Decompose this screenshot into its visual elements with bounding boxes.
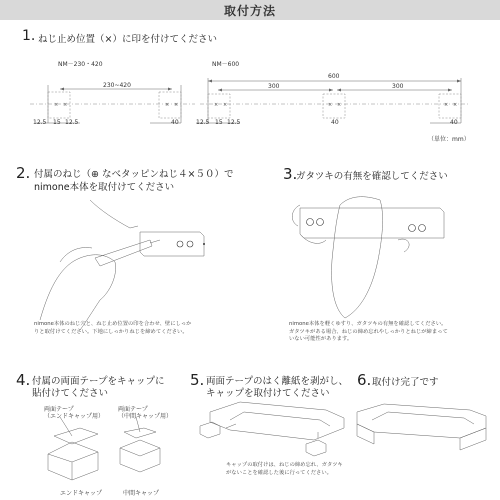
step3-number: 3. xyxy=(283,165,298,183)
model-b-gap: 15 xyxy=(215,119,223,126)
tape-end-label1: 両面テープ xyxy=(44,406,74,413)
step6-text: 取付け完了です xyxy=(372,377,439,388)
model-b-span2: 300 xyxy=(392,83,404,90)
step3-note: nimone本体を軽くゆすり、ガタツキの有無を確認してください。ガタツキがある場合、ねじの締め忘れやしっかりとねじが締まっていない可能性があります。 xyxy=(289,321,448,342)
model-b-edge: 12.5 xyxy=(196,119,210,126)
tape-end-label2: （エンドキャップ用） xyxy=(44,413,105,420)
step5-line2: キャップを取付けてください xyxy=(206,388,330,399)
model-b-right: 40 xyxy=(450,119,458,126)
svg-text:×: × xyxy=(328,102,333,108)
step3-text: ガタツキの有無を確認してください xyxy=(296,171,448,182)
model-b-name: NM－600 xyxy=(212,61,240,68)
step2-line2: nimone本体を取付けてください xyxy=(34,182,175,193)
page-title: 取付方法 xyxy=(223,4,276,18)
step2-number: 2. xyxy=(16,164,31,182)
step5-line1: 両面テープのはく離紙を剥がし、 xyxy=(206,376,349,387)
svg-text:×: × xyxy=(214,102,219,108)
step5-number: 5. xyxy=(190,371,205,389)
svg-text:×: × xyxy=(337,102,342,108)
model-a-gap: 15 xyxy=(53,119,61,126)
mid-cap-label: 中間キャップ xyxy=(123,490,160,497)
model-a-edge: 12.5 xyxy=(33,119,47,126)
step1-text: ねじ止め位置（×）に印を付けてください xyxy=(38,34,217,45)
model-b-gap2: 12.5 xyxy=(227,119,241,126)
step4-number: 4. xyxy=(16,371,31,389)
model-a-name: NM－230・420 xyxy=(58,61,103,68)
step4-line2: 貼付けてください xyxy=(32,388,109,399)
step2-line1: 付属のねじ（⊕ なべタッピンねじ４×５０）で xyxy=(34,169,234,180)
svg-text:×: × xyxy=(223,102,228,108)
step1-number: 1. xyxy=(22,28,36,44)
tape-mid-label2: （中間キャップ用） xyxy=(118,413,173,420)
model-b-span1: 300 xyxy=(268,83,280,90)
model-a-span: 230~420 xyxy=(103,82,131,89)
model-a-gap2: 12.5 xyxy=(65,119,79,126)
model-a-right: 40 xyxy=(171,119,179,126)
svg-text:×: × xyxy=(174,102,179,108)
step6-number: 6. xyxy=(357,371,372,389)
tape-mid-label1: 両面テープ xyxy=(118,406,148,413)
svg-text:×: × xyxy=(444,102,449,108)
model-b-mid: 40 xyxy=(331,119,339,126)
svg-text:×: × xyxy=(54,102,59,108)
model-b-total: 600 xyxy=(328,73,340,80)
end-cap-label: エンドキャップ xyxy=(60,490,103,497)
unit-label: （単位：mm） xyxy=(428,136,470,143)
step2-note: nimone本体のねじ穴と、ねじ止め位置の印を合わせ、壁にしっかりと取付けてください。下地にしっかりねじを締めてください。 xyxy=(34,321,192,335)
svg-text:×: × xyxy=(453,102,458,108)
step5-note: キャップの取付けは、ねじの締め忘れ、ガタツキがないことを確認した後に行ってください。 xyxy=(226,462,343,476)
step4-line1: 付属の両面テープをキャップに xyxy=(32,376,165,387)
svg-text:×: × xyxy=(63,102,68,108)
svg-text:×: × xyxy=(165,102,170,108)
